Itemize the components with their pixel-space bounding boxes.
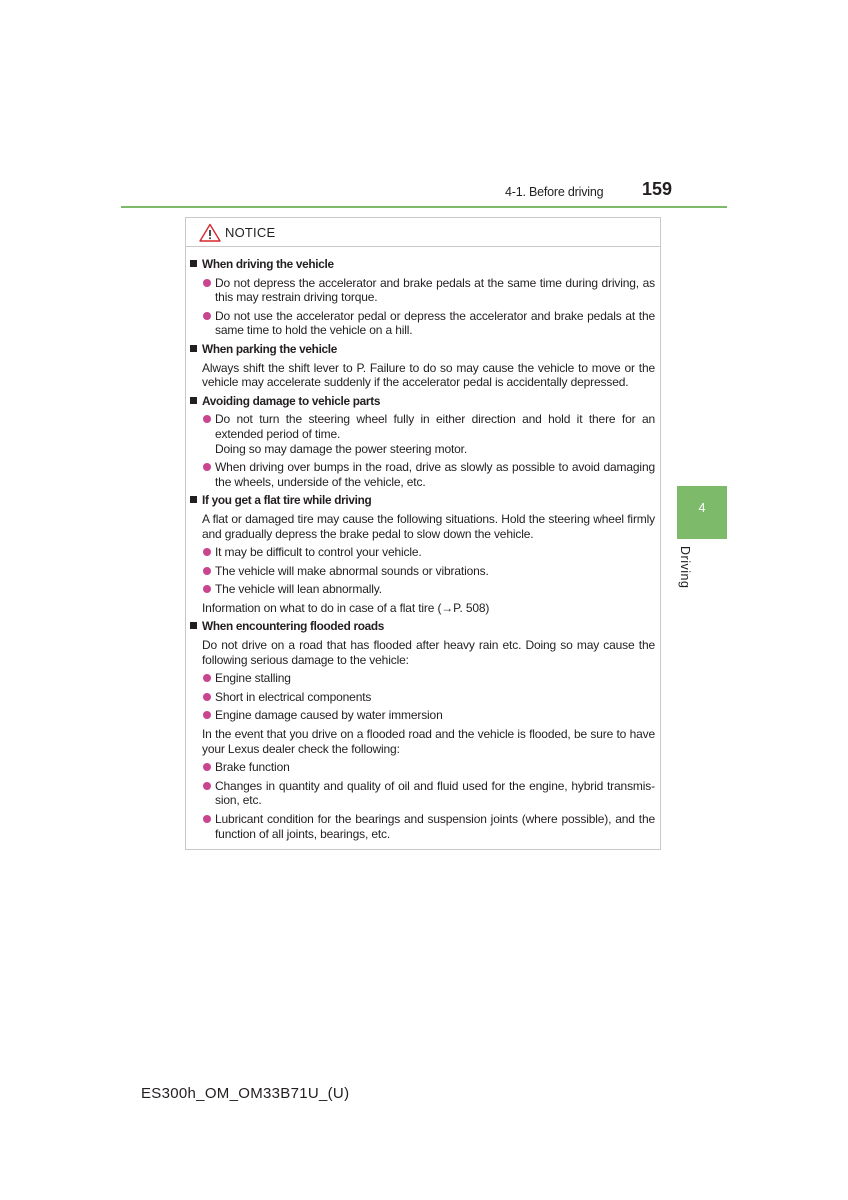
paragraph: A flat or damaged tire may cause the following situations. Hold the steering wheel firmly and gradually depress the brake pedal to slow down the vehicle. (202, 511, 655, 541)
section-heading-text: Avoiding damage to vehicle parts (202, 393, 381, 408)
bullet-text: The vehicle will lean abnormally. (215, 582, 382, 597)
pink-dot-icon (203, 782, 211, 790)
pink-dot-icon (203, 567, 211, 575)
notice-body (186, 247, 660, 841)
section-heading-text: When encountering flooded roads (202, 619, 385, 634)
bullet-text: Short in electrical components (215, 689, 372, 704)
pink-dot-icon (203, 674, 211, 682)
bullet-item (202, 690, 655, 705)
bullet-item (202, 760, 655, 775)
page-number: 159 (642, 179, 673, 199)
bullet-text: Do not turn the steering wheel fully in either direction and hold it there for an extended period of time. Doing so may damage the power steering motor. (215, 412, 655, 456)
footer-document-code: ES300h_OM_OM33B71U_(U) (141, 1085, 350, 1102)
paragraph: Information on what to do in case of a flat tire (→P. 508) (202, 600, 490, 615)
section-label: 4-1. Before driving (505, 185, 604, 199)
bullet-text: Changes in quantity and quality of oil and fluid used for the engine, hybrid transmis-sion, etc. (215, 778, 655, 808)
bullet-text: The vehicle will make abnormal sounds or vibrations. (215, 563, 489, 578)
pink-dot-icon (203, 815, 211, 823)
bullet-text: Engine stalling (215, 671, 291, 686)
pink-dot-icon (203, 463, 211, 471)
page-header (0, 0, 848, 210)
black-square-icon (190, 496, 197, 503)
bullet-text: It may be difficult to control your vehicle. (215, 545, 422, 560)
pink-dot-icon (203, 763, 211, 771)
paragraph: In the event that you drive on a flooded road and the vehicle is flooded, be sure to have your Lexus dealer check the following: (202, 727, 655, 756)
chapter-name: Driving (678, 546, 692, 589)
paragraph: Always shift the shift lever to P. Failure to do so may cause the vehicle to move or the vehicle may accelerate suddenly if the accelerator pedal is accidentally depressed. (202, 360, 655, 390)
notice-box (185, 217, 661, 850)
pink-dot-icon (203, 312, 211, 320)
bullet-text: Brake function (215, 760, 290, 775)
bullet-item (202, 671, 655, 686)
bullet-item (202, 812, 655, 841)
section-heading (190, 257, 655, 272)
paragraph: Do not drive on a road that has flooded after heavy rain etc. Doing so may cause the following serious damage to the vehicle: (202, 638, 655, 667)
bullet-item (202, 582, 655, 597)
bullet-text: Lubricant condition for the bearings and suspension joints (where possible), and the function of all joints, bearings, etc. (215, 812, 655, 841)
bullet-item (202, 545, 655, 560)
pink-dot-icon (203, 279, 211, 287)
section-heading-text: When driving the vehicle (202, 257, 334, 271)
bullet-item (202, 564, 655, 579)
pink-dot-icon (203, 415, 211, 423)
notice-title: NOTICE (225, 224, 276, 240)
section-heading (190, 493, 655, 508)
pink-dot-icon (203, 585, 211, 593)
bullet-text: Do not use the accelerator pedal or depress the accelerator and brake pedals at the same time to hold the vehicle on a hill. (215, 308, 655, 338)
section-heading (190, 619, 655, 634)
black-square-icon (190, 397, 197, 404)
header-divider (121, 206, 727, 208)
bullet-text: Engine damage caused by water immersion (215, 708, 443, 723)
pink-dot-icon (203, 693, 211, 701)
bullet-item (202, 412, 655, 456)
pink-dot-icon (203, 711, 211, 719)
bullet-item (202, 779, 655, 808)
bullet-item (202, 460, 655, 489)
black-square-icon (190, 622, 197, 629)
bullet-item (202, 708, 655, 723)
section-heading (190, 342, 655, 357)
black-square-icon (190, 345, 197, 352)
bullet-text: Do not depress the accelerator and brake pedals at the same time during driving, as this may restrain driving torque. (215, 275, 655, 305)
bullet-text: When driving over bumps in the road, drive as slowly as possible to avoid damaging the wheels, underside of the vehicle, etc. (215, 460, 655, 489)
chapter-tab (677, 486, 727, 539)
section-heading-text: If you get a flat tire while driving (202, 493, 372, 508)
notice-header (186, 218, 660, 247)
pink-dot-icon (203, 548, 211, 556)
chapter-number: 4 (698, 501, 706, 515)
warning-triangle-icon (199, 223, 221, 242)
black-square-icon (190, 260, 197, 267)
bullet-item (202, 309, 655, 338)
section-heading (190, 394, 655, 409)
bullet-item (202, 276, 655, 305)
section-heading-text: When parking the vehicle (202, 341, 338, 356)
